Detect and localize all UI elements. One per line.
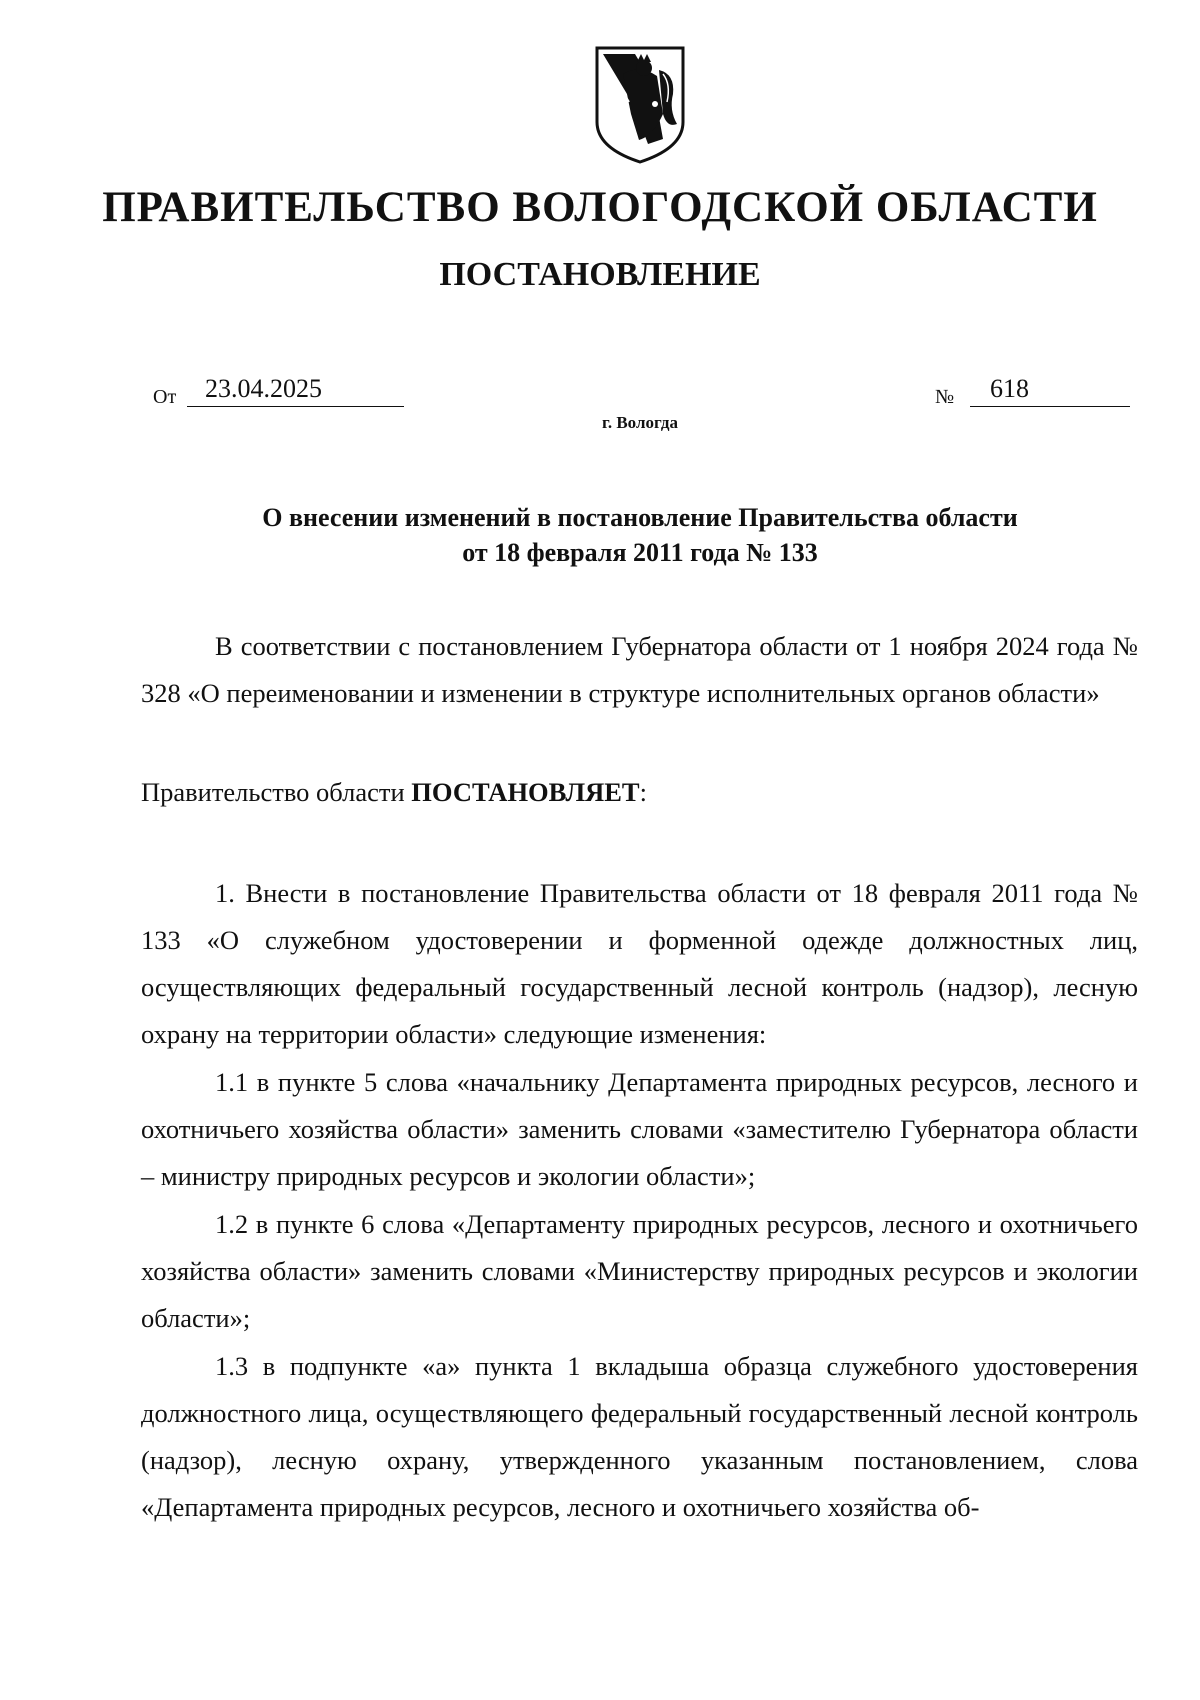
resolution-text: [141, 769, 1138, 816]
document-date: 23.04.2025: [187, 372, 404, 407]
subject-line-2: от 18 февраля 2011 года № 133: [462, 538, 818, 567]
item-1: 1. Внести в постановление Правительства области от 18 февраля 2011 года № 133 «О служебном удостоверении и форменной одежде должностных лиц, осуществляющих федеральный государственный лесной контроль (надзор), лесную охрану на территории области» следующие изменения:: [141, 878, 1138, 1049]
coat-of-arms-icon: [593, 44, 687, 166]
resolution-keyword: ПОСТАНОВЛЯЕТ: [411, 777, 640, 807]
city: г. Вологда: [602, 413, 678, 432]
item-1-3: 1.3 в подпункте «а» пункта 1 вкладыша образца служебного удостоверения должностного лица, осуществляющего федеральный государственный лесной контроль (надзор), лесную охрану, утвержденного указанным постановлением, слова «Департамента природных ресурсов, лесного и охотничьего хозяйства об-: [141, 1351, 1138, 1522]
document-subject: [140, 500, 1140, 570]
item-1-1: 1.1 в пункте 5 слова «начальнику Департамента природных ресурсов, лесного и охотничьего хозяйства области» заменить словами «заместителю Губернатора области – министру природных ресурсов и экологии области»;: [141, 1067, 1138, 1191]
resolution-suffix: :: [639, 777, 647, 807]
number-label: №: [935, 386, 955, 408]
resolution-prefix: Правительство области: [141, 777, 412, 807]
resolution-items: [141, 870, 1138, 1532]
preamble: [141, 623, 1138, 717]
document-number: 618: [970, 372, 1130, 407]
date-label: От: [153, 386, 177, 408]
subject-line-1: О внесении изменений в постановление Правительства области: [262, 503, 1018, 532]
preamble-text: В соответствии с постановлением Губернатора области от 1 ноября 2024 года № 328 «О переименовании и изменении в структуре исполнительных органов области»: [141, 631, 1138, 708]
document-type: ПОСТАНОВЛЕНИЕ: [439, 256, 761, 293]
item-1-2: 1.2 в пункте 6 слова «Департаменту природных ресурсов, лесного и охотничьего хозяйства области» заменить словами «Министерству природных ресурсов и экологии области»;: [141, 1209, 1138, 1333]
organization-title: ПРАВИТЕЛЬСТВО ВОЛОГОДСКОЙ ОБЛАСТИ: [102, 184, 1098, 231]
resolution-line: [141, 769, 1138, 816]
